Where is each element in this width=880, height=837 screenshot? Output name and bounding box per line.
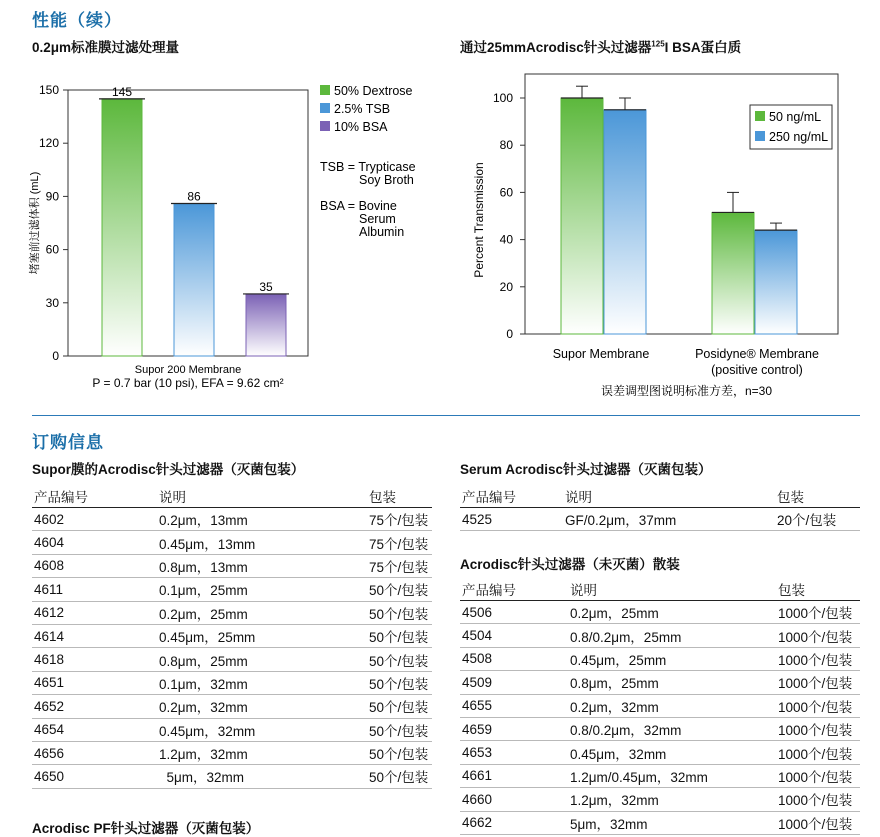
note-bsa-rest-1: Serum [359, 212, 396, 226]
cell-pack: 50个/包装 [367, 741, 432, 764]
cell-pack: 1000个/包装 [776, 624, 860, 647]
chart2-bar [712, 212, 754, 334]
cell-desc: 1.2μm，32mm [568, 788, 776, 811]
cell-code: 4602 [32, 508, 157, 531]
table1-header-desc: 说明 [157, 485, 367, 508]
cell-desc: GF/0.2μm，37mm [563, 508, 775, 531]
table-row [460, 717, 860, 740]
table2 [460, 485, 860, 531]
cell-pack: 75个/包装 [367, 554, 432, 577]
table1 [32, 485, 432, 789]
cell-desc: 5μm，32mm [568, 811, 776, 834]
cell-code: 4608 [32, 554, 157, 577]
cell-pack: 1000个/包装 [776, 671, 860, 694]
cell-pack: 1000个/包装 [776, 811, 860, 834]
cell-code: 4611 [32, 578, 157, 601]
cell-pack: 50个/包装 [367, 695, 432, 718]
table3-header-pack: 包装 [776, 578, 860, 601]
cell-code: 4612 [32, 601, 157, 624]
cell-code: 4604 [32, 531, 157, 554]
table-row [32, 624, 432, 647]
table-row [32, 695, 432, 718]
table-row [32, 765, 432, 788]
legend-label: 50% Dextrose [334, 84, 413, 98]
table1-header-code: 产品编号 [32, 485, 157, 508]
cell-desc: 0.8μm，13mm [157, 554, 367, 577]
table1-header-pack: 包装 [367, 485, 432, 508]
legend-label: 10% BSA [334, 120, 388, 134]
chart1-throughput [0, 60, 450, 400]
legend-swatch [320, 85, 330, 95]
table2-title: Serum Acrodisc针头过滤器（灭菌包装） [460, 462, 712, 477]
chart2-transmission [450, 60, 880, 400]
cell-desc: 0.8μm，25mm [157, 648, 367, 671]
cell-pack: 50个/包装 [367, 671, 432, 694]
chart1-ytick-label: 30 [45, 295, 59, 310]
chart1-data-label: 86 [187, 189, 201, 204]
table2-header-pack: 包装 [775, 485, 860, 508]
note-bsa: BSA = Bovine [320, 199, 397, 213]
cell-desc: 0.45μm，25mm [568, 647, 776, 670]
cell-code: 4651 [32, 671, 157, 694]
cell-code: 4525 [460, 508, 563, 531]
cell-desc: 1.2μm/0.45μm，32mm [568, 764, 776, 787]
cell-desc: 0.1μm，25mm [157, 578, 367, 601]
table-row [460, 694, 860, 717]
table3 [460, 578, 860, 835]
cell-code: 4656 [32, 741, 157, 764]
chart2-ytick-label: 0 [506, 327, 513, 341]
cell-pack: 1000个/包装 [776, 741, 860, 764]
cell-pack: 1000个/包装 [776, 717, 860, 740]
table3-title: Acrodisc针头过滤器（未灭菌）散装 [460, 557, 680, 572]
legend-swatch [755, 131, 765, 141]
chart1-data-label: 145 [111, 84, 133, 99]
table-row [460, 741, 860, 764]
cell-code: 4662 [460, 811, 568, 834]
legend-label: 50 ng/mL [769, 110, 822, 124]
table-row [32, 531, 432, 554]
table-row [460, 601, 860, 624]
chart1-bar [174, 203, 214, 356]
table4-title: Acrodisc PF针头过滤器（灭菌包装） [32, 821, 260, 836]
cell-desc: 0.1μm，32mm [157, 671, 367, 694]
table-row [32, 554, 432, 577]
cell-desc: 0.45μm，13mm [157, 531, 367, 554]
table-row [460, 764, 860, 787]
cell-code: 4504 [460, 624, 568, 647]
cell-pack: 50个/包装 [367, 624, 432, 647]
table-row [32, 508, 432, 531]
cell-code: 4508 [460, 647, 568, 670]
cell-code: 4661 [460, 764, 568, 787]
cell-desc: 0.45μm，25mm [157, 624, 367, 647]
table-row [460, 671, 860, 694]
chart2-group2-2: (positive control) [711, 363, 803, 377]
table-row [460, 647, 860, 670]
cell-desc: 0.8/0.2μm，25mm [568, 624, 776, 647]
cell-desc: 0.2μm，13mm [157, 508, 367, 531]
chart1-bar [246, 294, 286, 356]
chart2-group1: Supor Membrane [552, 347, 650, 361]
cell-pack: 50个/包装 [367, 765, 432, 788]
cell-code: 4509 [460, 671, 568, 694]
order-heading: 订购信息 [32, 433, 104, 452]
table-row [460, 624, 860, 647]
legend-swatch [320, 121, 330, 131]
cell-pack: 50个/包装 [367, 718, 432, 741]
cell-desc: 5μm，32mm [157, 765, 367, 788]
section-divider [32, 415, 860, 416]
chart2-ytick-label: 60 [499, 185, 513, 200]
cell-code: 4614 [32, 624, 157, 647]
page-heading: 性能（续） [32, 11, 122, 30]
cell-pack: 75个/包装 [367, 531, 432, 554]
table-row [460, 788, 860, 811]
cell-code: 4659 [460, 717, 568, 740]
chart1-data-label: 35 [259, 279, 273, 294]
table-row [32, 578, 432, 601]
cell-desc: 0.2μm，25mm [568, 601, 776, 624]
cell-pack: 50个/包装 [367, 648, 432, 671]
chart2-ylabel: Percent Transmission [472, 162, 486, 278]
table-row [460, 811, 860, 834]
chart1-ytick-label: 120 [38, 136, 59, 151]
legend-label: 250 ng/mL [769, 130, 829, 144]
cell-desc: 0.45μm，32mm [157, 718, 367, 741]
chart2-ytick-label: 20 [499, 279, 513, 294]
cell-code: 4655 [460, 694, 568, 717]
table3-header-desc: 说明 [568, 578, 776, 601]
table-row [32, 601, 432, 624]
legend-label: 2.5% TSB [334, 102, 391, 116]
cell-desc: 0.2μm，32mm [157, 695, 367, 718]
note-tsb-rest: Soy Broth [359, 173, 414, 187]
chart1-ytick-label: 150 [38, 83, 59, 97]
chart2-ytick-label: 100 [492, 91, 513, 105]
chart1-ytick-label: 0 [52, 349, 59, 363]
chart2-bar [561, 98, 603, 334]
chart1-ylabel: 堵塞前过滤体积 (mL) [29, 171, 41, 275]
cell-pack: 50个/包装 [367, 601, 432, 624]
chart2-footnote: 误差调型图说明标准方差，n=30 [601, 384, 773, 398]
cell-code: 4652 [32, 695, 157, 718]
chart1-ytick-label: 90 [45, 189, 59, 204]
cell-pack: 1000个/包装 [776, 694, 860, 717]
cell-pack: 1000个/包装 [776, 601, 860, 624]
table-row [32, 648, 432, 671]
cell-pack: 1000个/包装 [776, 647, 860, 670]
table2-header-code: 产品编号 [460, 485, 563, 508]
cell-pack: 1000个/包装 [776, 764, 860, 787]
cell-code: 4506 [460, 601, 568, 624]
legend-swatch [320, 103, 330, 113]
chart2-bar [604, 110, 646, 334]
chart1-xlabel-1: Supor 200 Membrane [134, 364, 242, 376]
chart1-ytick-label: 60 [45, 242, 59, 257]
cell-code: 4653 [460, 741, 568, 764]
note-tsb: TSB = Trypticase [320, 160, 416, 174]
cell-pack: 50个/包装 [367, 578, 432, 601]
cell-code: 4650 [32, 765, 157, 788]
cell-desc: 1.2μm，32mm [157, 741, 367, 764]
cell-pack: 20个/包装 [775, 508, 860, 531]
chart2-group2-1: Posidyne® Membrane [695, 347, 819, 361]
note-bsa-rest-2: Albumin [359, 225, 405, 239]
table1-title: Supor膜的Acrodisc针头过滤器（灭菌包装） [32, 462, 305, 477]
chart2-subtitle: 通过25mmAcrodisc针头过滤器$^{125}$I BSA蛋白质 [460, 39, 742, 55]
chart2-ytick-label: 40 [499, 232, 513, 247]
chart1-xlabel-2: P = 0.7 bar (10 psi), EFA = 9.62 cm² [92, 376, 284, 390]
cell-code: 4654 [32, 718, 157, 741]
cell-desc: 0.2μm，25mm [157, 601, 367, 624]
cell-code: 4660 [460, 788, 568, 811]
legend-swatch [755, 111, 765, 121]
cell-desc: 0.45μm，32mm [568, 741, 776, 764]
table-row [32, 671, 432, 694]
cell-pack: 1000个/包装 [776, 788, 860, 811]
table3-header-code: 产品编号 [460, 578, 568, 601]
chart1-bar [102, 99, 142, 356]
table-row [32, 718, 432, 741]
chart2-ytick-label: 80 [499, 138, 513, 153]
cell-desc: 0.8/0.2μm，32mm [568, 717, 776, 740]
cell-pack: 75个/包装 [367, 508, 432, 531]
cell-desc: 0.8μm，25mm [568, 671, 776, 694]
table-row [32, 741, 432, 764]
table-row [460, 508, 860, 531]
cell-code: 4618 [32, 648, 157, 671]
cell-desc: 0.2μm，32mm [568, 694, 776, 717]
table2-header-desc: 说明 [563, 485, 775, 508]
chart2-bar [755, 230, 797, 334]
chart1-subtitle: 0.2μm标准膜过滤处理量 [32, 40, 180, 55]
